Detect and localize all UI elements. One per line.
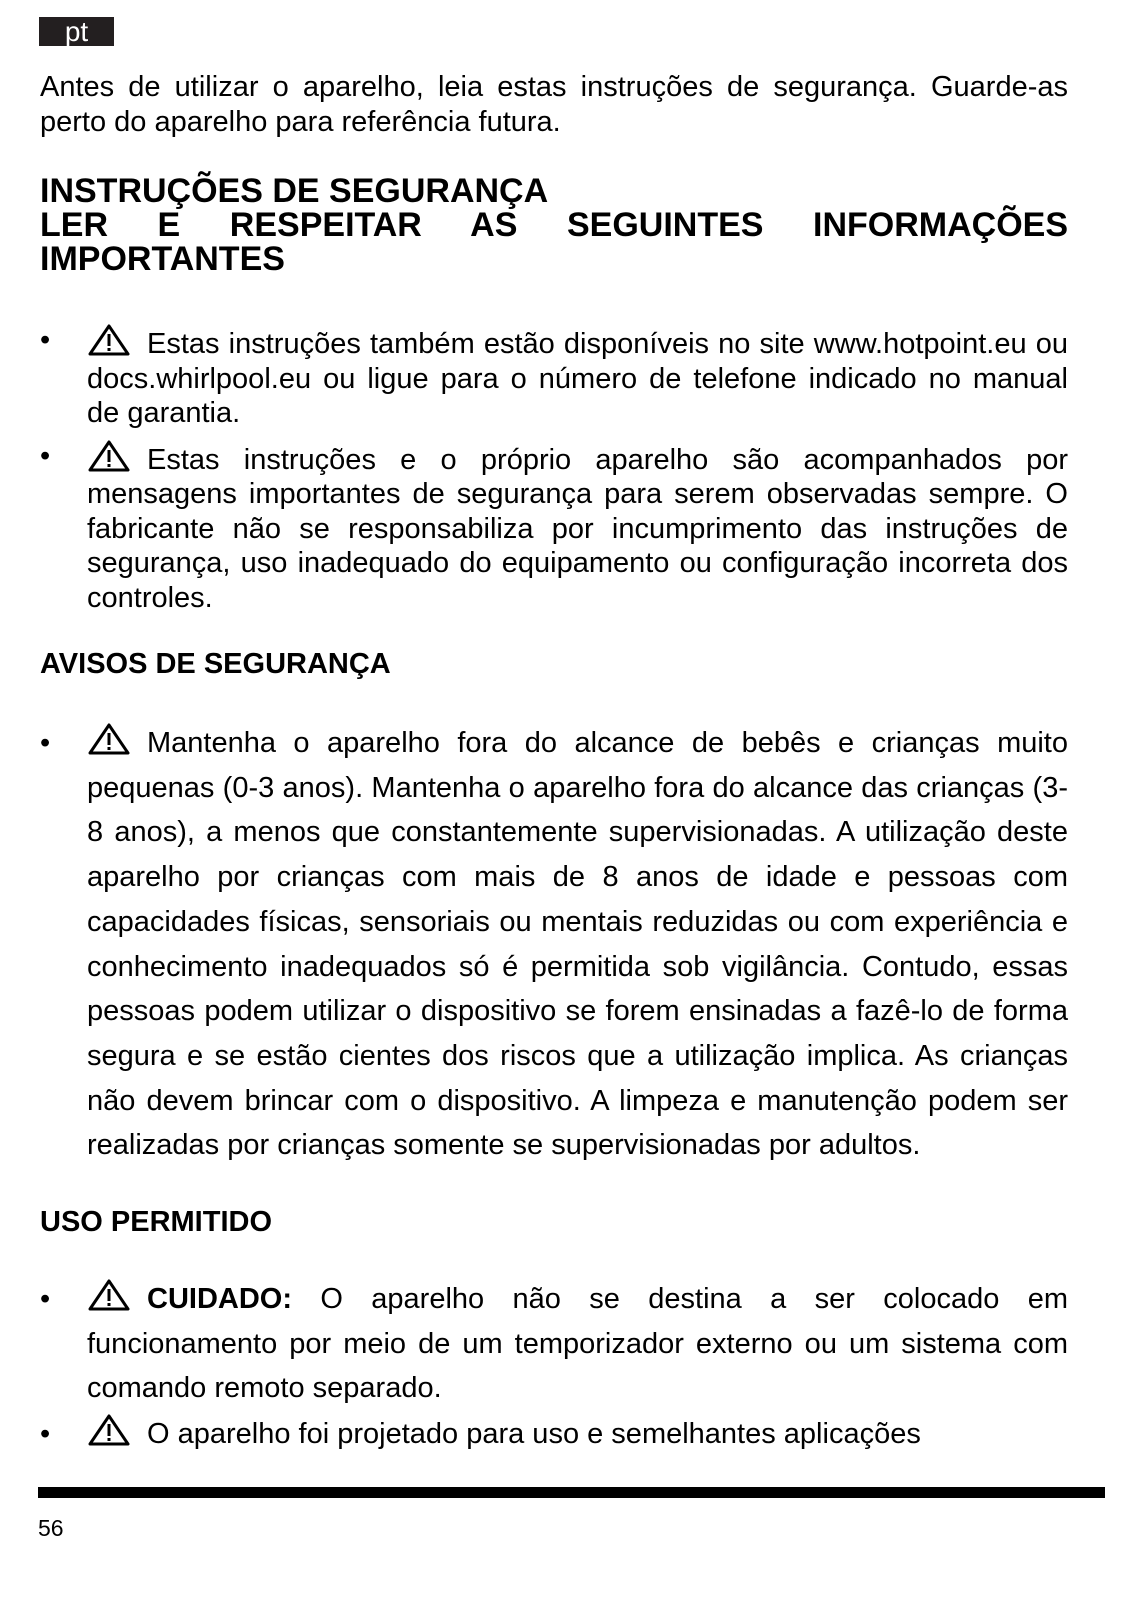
- list-item-text: Estas instruções também estão disponíveis no site www.hotpoint.eu ou docs.whirlpool.eu ou ligue para o número de telefone indicado no manual de garantia.: [87, 328, 1068, 429]
- warning-triangle-icon: [87, 439, 131, 473]
- permitted-use-list: [40, 1277, 1068, 1457]
- bullet: •: [40, 727, 51, 759]
- section-heading-avisos: AVISOS DE SEGURANÇA: [40, 648, 391, 680]
- bullet: •: [40, 324, 51, 356]
- bullet: •: [40, 1418, 51, 1451]
- general-instructions-list: [40, 323, 1068, 615]
- warning-triangle-icon: [87, 323, 131, 357]
- main-heading-line-1: INSTRUÇÕES DE SEGURANÇA: [40, 172, 549, 210]
- warning-triangle-icon: [87, 1413, 131, 1447]
- list-item: [40, 1277, 1068, 1411]
- warning-triangle-icon: [87, 722, 131, 756]
- language-tag: pt: [39, 17, 114, 46]
- caution-label: CUIDADO:: [147, 1283, 292, 1316]
- list-item: [40, 721, 1068, 1168]
- bullet: •: [40, 439, 51, 472]
- main-heading-line-3: IMPORTANTES: [40, 240, 285, 278]
- main-heading-line-2: LER E RESPEITAR AS SEGUINTES INFORMAÇÕES: [40, 206, 1068, 244]
- list-item-text: Estas instruções e o próprio aparelho são acompanhados por mensagens importantes de segurança para serem observadas sempre. O fabricante não se responsabiliza por incumprimento das instruções de segurança, uso inadequado do equipamento ou configuração incorreta dos controles.: [87, 443, 1068, 614]
- list-item: [40, 439, 1068, 616]
- list-item-text: O aparelho foi projetado para uso e semelhantes aplicações: [147, 1418, 921, 1451]
- page-number: 56: [38, 1515, 64, 1541]
- footer-rule: [38, 1487, 1105, 1498]
- main-heading: [40, 174, 1068, 276]
- list-item-text: Mantenha o aparelho fora do alcance de bebês e crianças muito pequenas (0-3 anos). Mantenha o aparelho fora do alcance das crianças (3-8 anos), a menos que constantemente supervisionadas. A utilização deste aparelho por crianças com mais de 8 anos de idade e pessoas com capacidades físicas, sensoriais ou mentais reduzidas ou com experiência e conhecimento inadequados só é permitida sob vigilância. Contudo, essas pessoas podem utilizar o dispositivo se forem ensinadas a fazê-lo de forma segura e se estão cientes dos riscos que a utilização implica. As crianças não devem brincar com o dispositivo. A limpeza e manutenção podem ser realizadas por crianças somente se supervisionadas por adultos.: [87, 727, 1068, 1162]
- section-heading-uso: USO PERMITIDO: [40, 1206, 273, 1239]
- list-item-text: O aparelho não se destina a ser colocado em funcionamento por meio de um temporizador externo ou um sistema com comando remoto separado.: [87, 1283, 1069, 1405]
- intro-paragraph: Antes de utilizar o aparelho, leia estas instruções de segurança. Guarde-as perto do aparelho para referência futura.: [40, 71, 1068, 138]
- safety-warnings-list: [40, 721, 1068, 1168]
- bullet: •: [40, 1283, 51, 1316]
- list-item: [40, 323, 1068, 431]
- warning-triangle-icon: [87, 1278, 131, 1312]
- list-item: [40, 1412, 1068, 1457]
- page-content: [40, 70, 1068, 1458]
